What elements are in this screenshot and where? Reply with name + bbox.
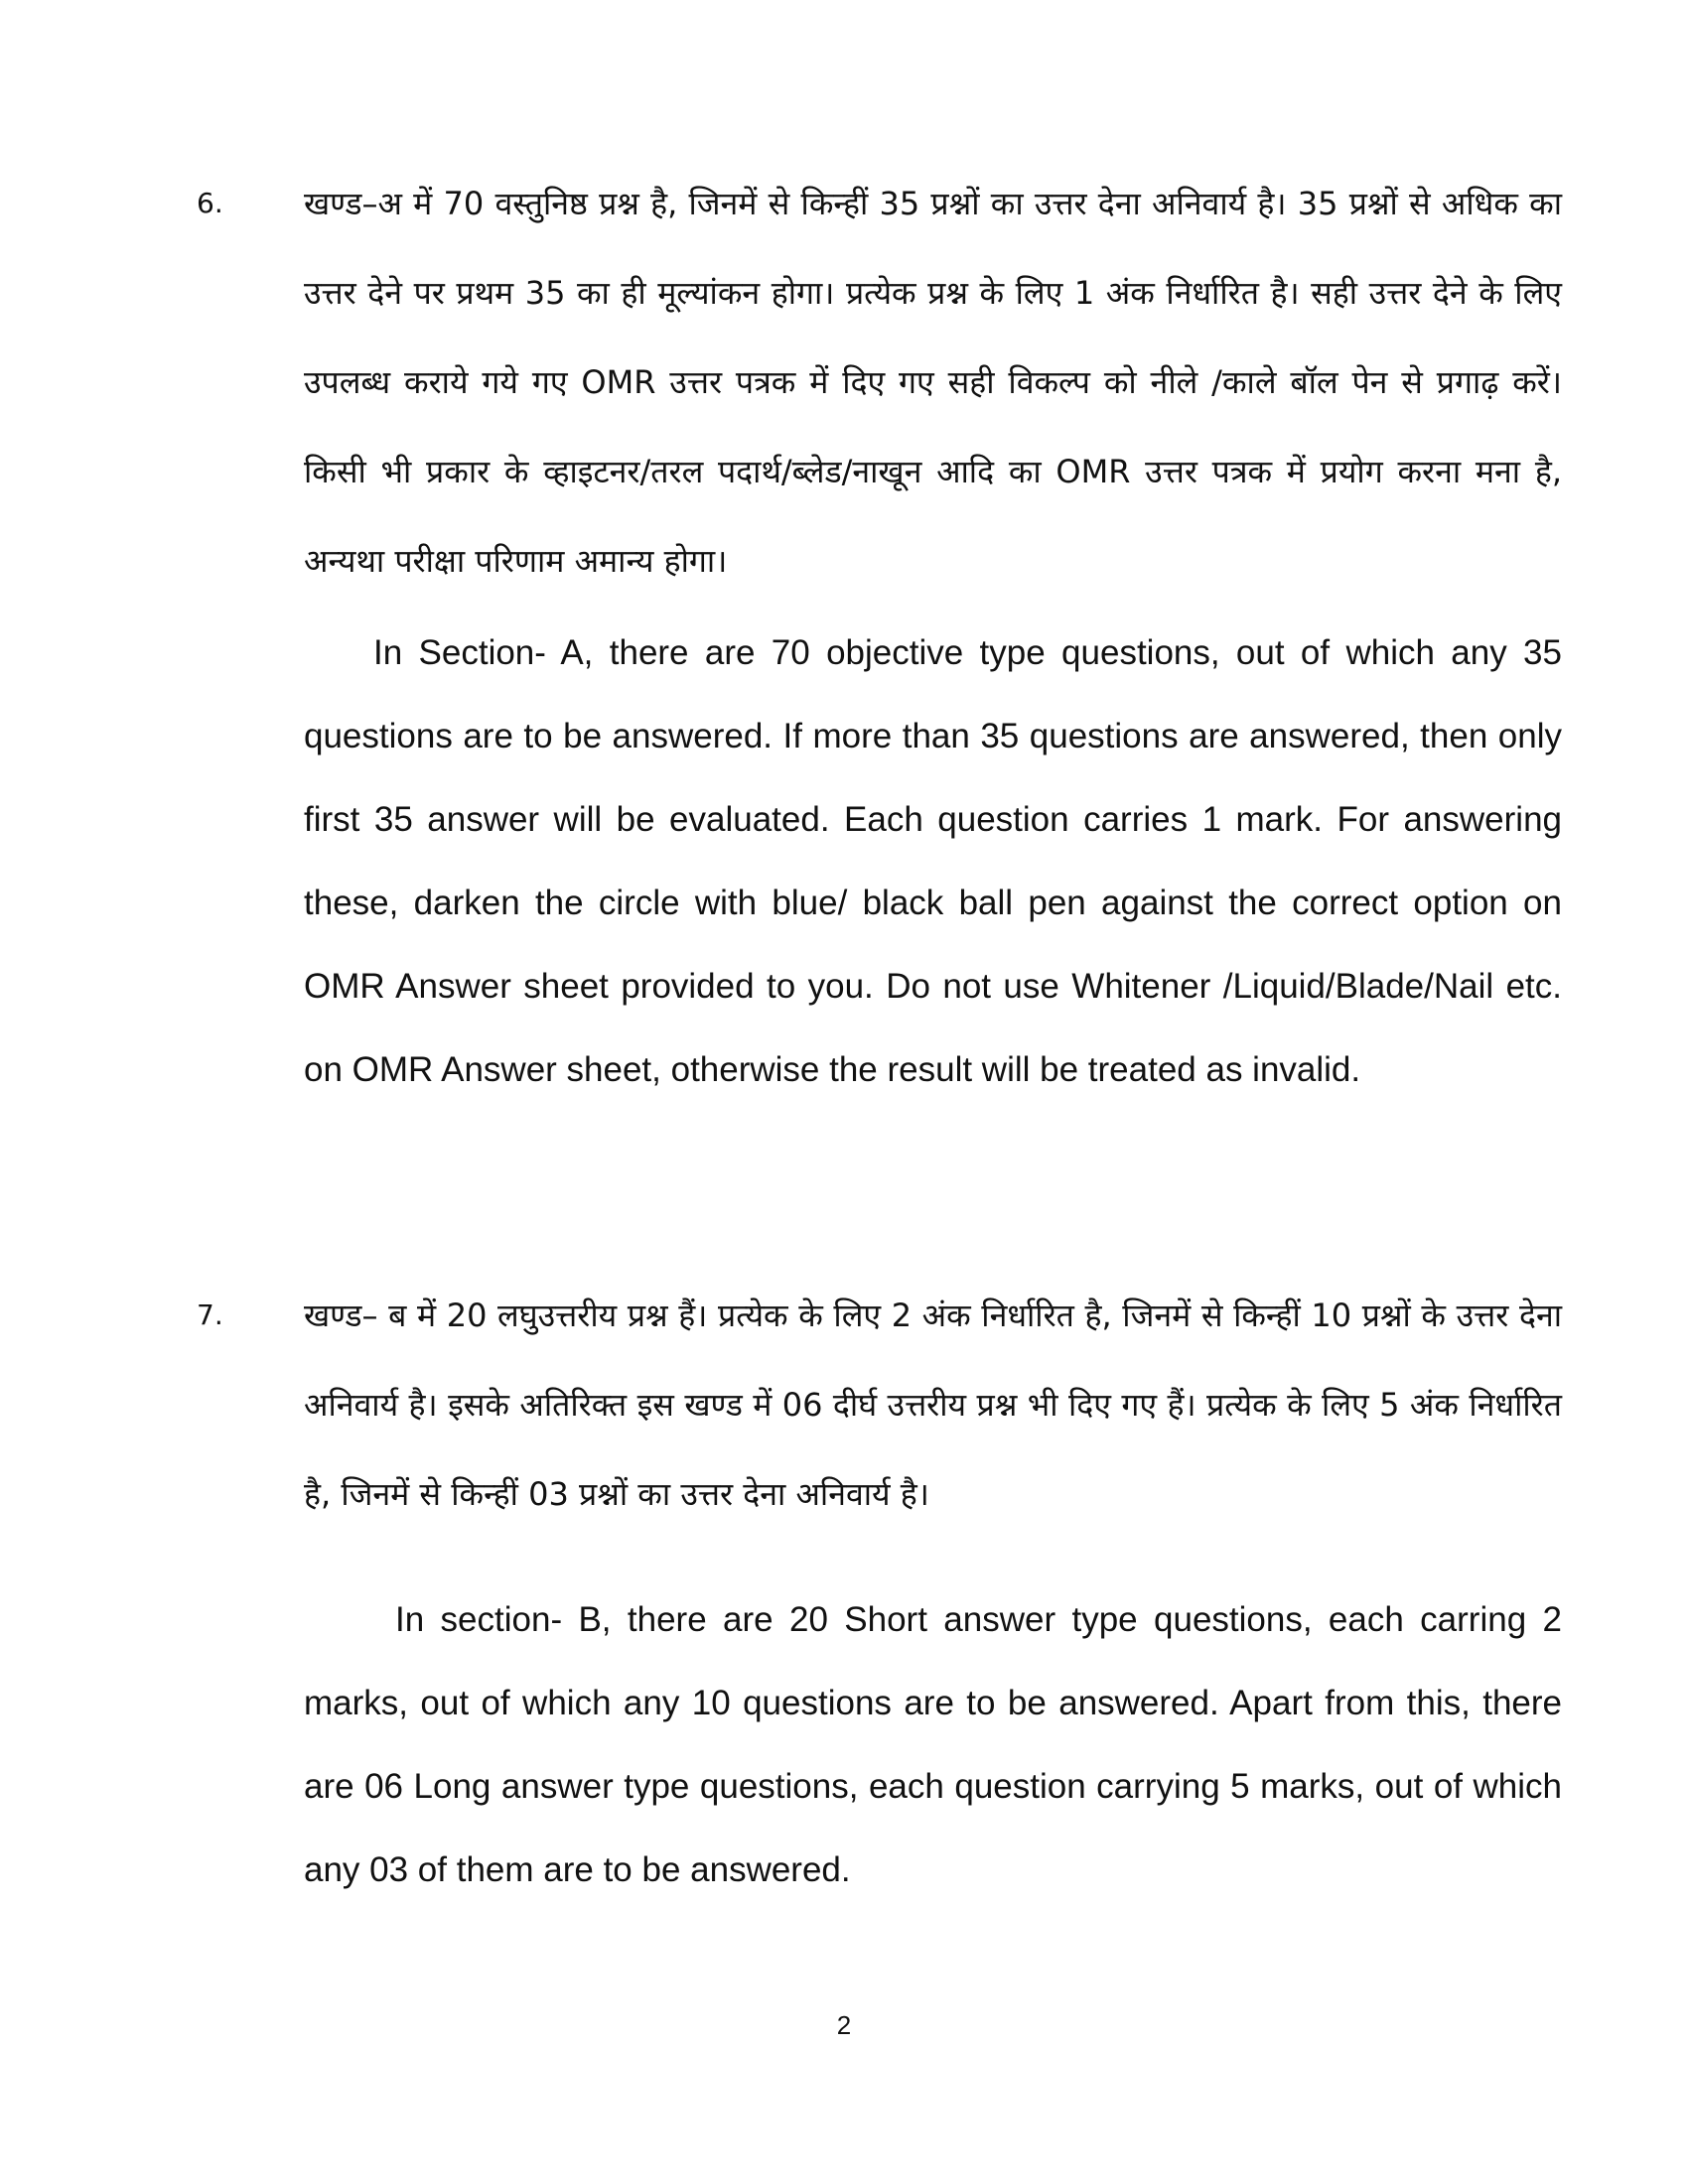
page-number: 2 [836, 2010, 852, 2040]
instruction-item-6 [197, 159, 1562, 1112]
english-paragraph: In section- B, there are 20 Short answer type questions, each carring 2 marks, out of which any 10 questions are to be answered. Apart from this, there are 06 Long answer type questions, each question carrying 5 marks, out of which any 03 of them are to be answered. [304, 1600, 1562, 1889]
item-number: 7. [197, 1298, 223, 1331]
item-number: 6. [197, 187, 223, 219]
english-paragraph: In Section- A, there are 70 objective type questions, out of which any 35 questions are to be answered. If more than 35 questions are answered, then only first 35 answer will be evaluated. Each question carries 1 mark. For answering these, darken the circle with blue/ black ball pen against the correct option on OMR Answer sheet provided to you. Do not use Whitener /Liquid/Blade/Nail etc. on OMR Answer sheet, otherwise the result will be treated as invalid. [304, 633, 1562, 1089]
instruction-item-7 [197, 1271, 1562, 1912]
hindi-paragraph: खण्ड– ब में 20 लघुउत्तरीय प्रश्न हैं। प्रत्येक के लिए 2 अंक निर्धारित है, जिनमें से किन्हीं 10 प्रश्नों के उत्तर देना अनिवार्य है। इसके अतिरिक्त इस खण्ड में 06 दीर्घ उत्तरीय प्रश्न भी दिए गए हैं। प्रत्येक के लिए 5 अंक निर्धारित है, जिनमें से किन्हीं 03 प्रश्नों का उत्तर देना अनिवार्य है। [304, 1297, 1562, 1513]
hindi-paragraph: खण्ड–अ में 70 वस्तुनिष्ठ प्रश्न है, जिनमें से किन्हीं 35 प्रश्नों का उत्तर देना अनिवार्य है। 35 प्रश्नों से अधिक का उत्तर देने पर प्रथम 35 का ही मूल्यांकन होगा। प्रत्येक प्रश्न के लिए 1 अंक निर्धारित है। सही उत्तर देने के लिए उपलब्ध कराये गये गए OMR उत्तर पत्रक में दिए गए सही विकल्प को नीले /काले बॉल पेन से प्रगाढ़ करें। किसी भी प्रकार के व्हाइटनर/तरल पदार्थ/ब्लेड/नाखून आदि का OMR उत्तर पत्रक में प्रयोग करना मना है, अन्यथा परीक्षा परिणाम अमान्य होगा। [304, 185, 1562, 580]
